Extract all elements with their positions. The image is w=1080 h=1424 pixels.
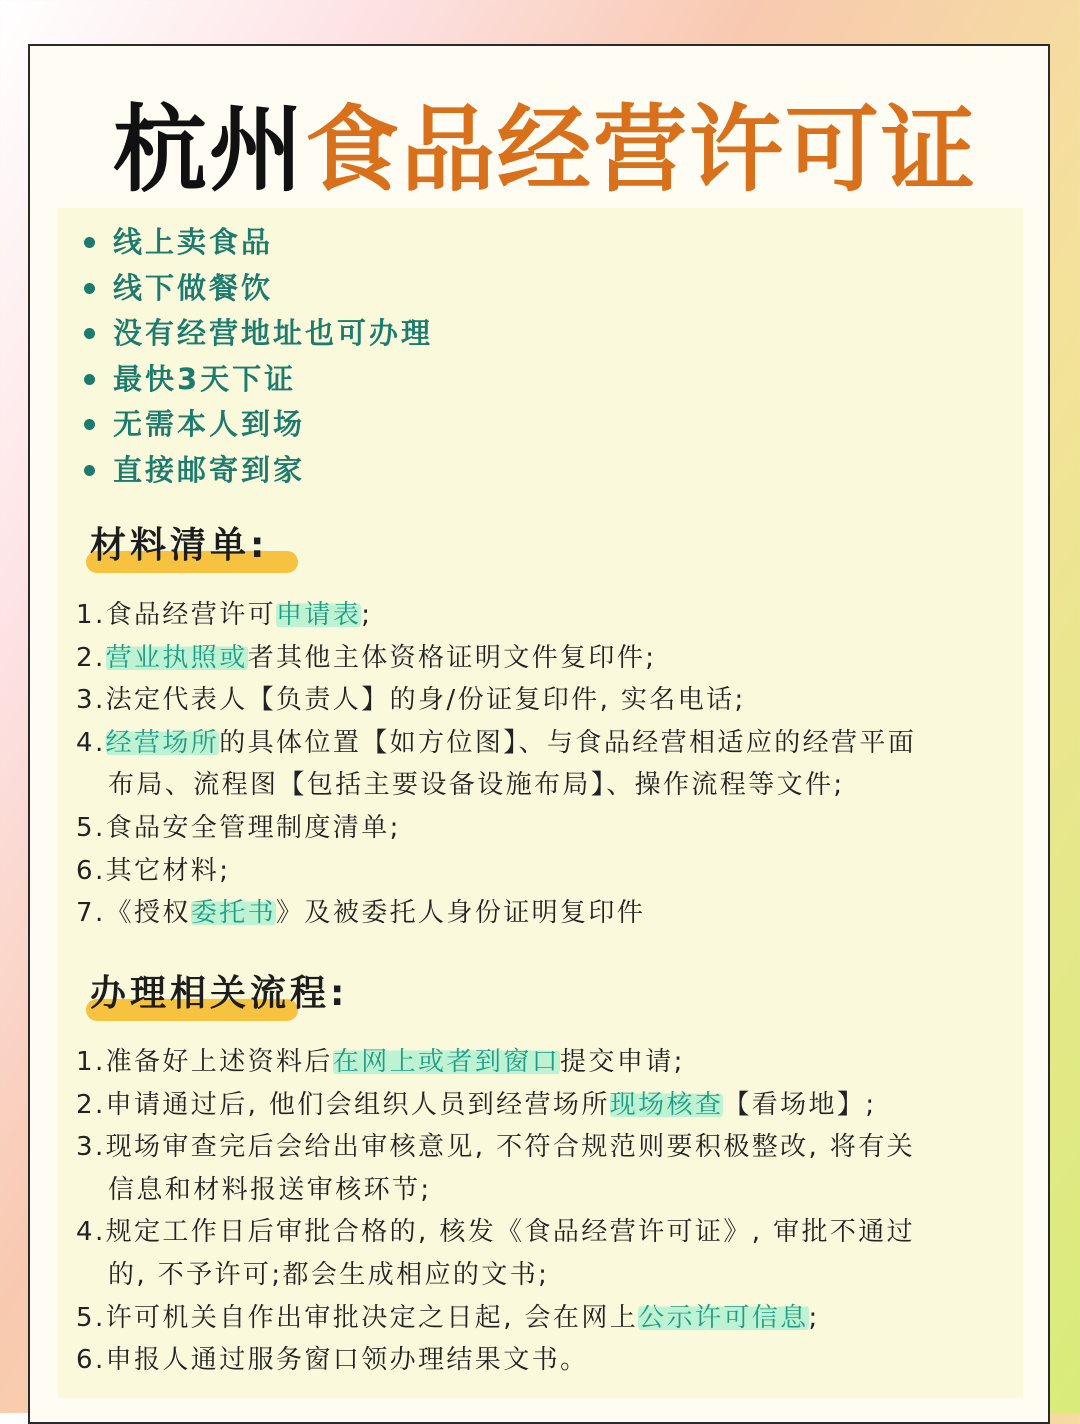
process-list	[76, 1041, 915, 1382]
title-city: 杭州	[112, 95, 305, 205]
list-item: 2.营业执照或者其他主体资格证明文件复印件;	[76, 642, 657, 673]
list-item: 7.《授权委托书》及被委托人身份证明复印件	[76, 898, 646, 929]
feature-item: 最快3天下证	[84, 357, 433, 403]
list-item: 2.申请通过后, 他们会组织人员到经营场所现场核查【看场地】;	[76, 1089, 877, 1120]
list-item: 3.法定代表人【负责人】的身/份证复印件, 实名电话;	[76, 685, 746, 716]
list-item: 4.规定工作日后审批合格的, 核发《食品经营许可证》, 审批不通过 的, 不予许可;都会生成相应的文书;	[76, 1217, 916, 1290]
feature-item: 无需本人到场	[84, 402, 433, 448]
list-item: 6.其它材料;	[76, 855, 231, 886]
materials-heading: 材料清单:	[90, 526, 268, 566]
bullet-dot-icon	[84, 419, 95, 430]
list-item: 3.现场审查完后会给出审核意见, 不符合规范则要积极整改, 将有关 信息和材料报送审核环节;	[76, 1132, 916, 1205]
list-item: 5.许可机关自作出审批决定之日起, 会在网上公示许可信息;	[76, 1302, 820, 1333]
feature-item: 线上卖食品	[84, 220, 433, 266]
feature-item: 没有经营地址也可办理	[84, 311, 433, 357]
feature-item: 直接邮寄到家	[84, 448, 433, 494]
bullet-dot-icon	[84, 283, 95, 294]
list-item: 1.准备好上述资料后在网上或者到窗口提交申请;	[76, 1047, 685, 1077]
list-item: 6.申报人通过服务窗口领办理结果文书。	[76, 1345, 589, 1376]
bullet-dot-icon	[84, 328, 95, 339]
bullet-dot-icon	[84, 374, 95, 385]
page-title	[80, 76, 1010, 206]
list-item: 1.食品经营许可申请表;	[76, 600, 373, 630]
materials-list	[76, 594, 916, 935]
bullet-dot-icon	[84, 237, 95, 248]
poster-card	[28, 44, 1050, 1424]
title-subject: 食品经营许可证	[305, 95, 978, 205]
feature-list	[84, 220, 433, 493]
content-panel	[58, 208, 1023, 1398]
process-heading: 办理相关流程:	[90, 974, 348, 1014]
list-item: 4.经营场所的具体位置【如方位图】、与食品经营相适应的经营平面 布局、流程图【包括主要设备设施布局】、操作流程等文件;	[76, 727, 917, 801]
list-item: 5.食品安全管理制度清单;	[76, 812, 401, 843]
feature-item: 线下做餐饮	[84, 266, 433, 312]
bullet-dot-icon	[84, 465, 95, 476]
